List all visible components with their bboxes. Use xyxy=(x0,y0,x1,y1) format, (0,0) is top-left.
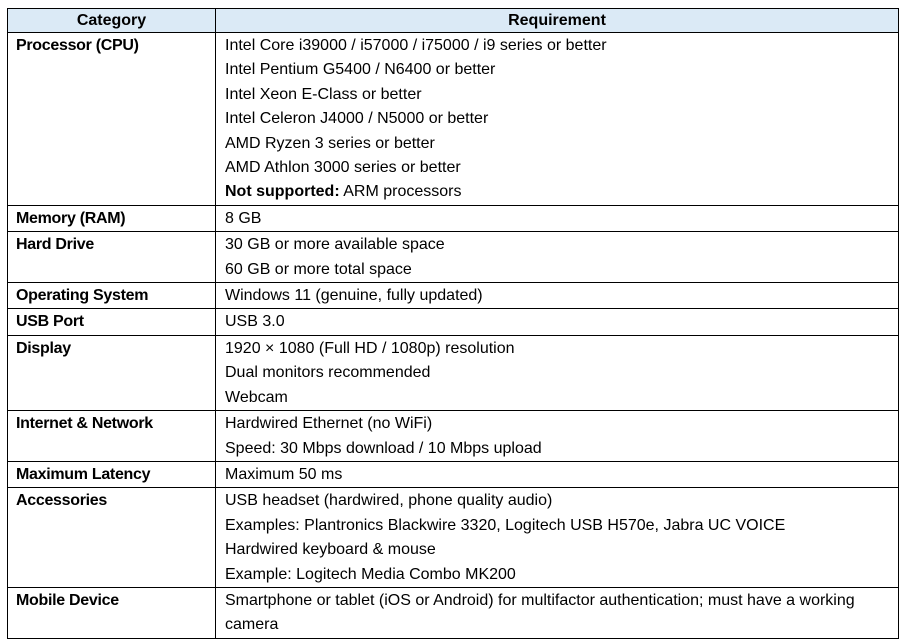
requirement-line: Maximum 50 ms xyxy=(225,465,343,483)
category-cell: Memory (RAM) xyxy=(8,205,216,231)
requirement-cell xyxy=(216,335,899,410)
category-cell: Accessories xyxy=(8,488,216,588)
requirement-line: Intel Pentium G5400 / N6400 or better xyxy=(225,61,496,79)
category-cell: Maximum Latency xyxy=(8,461,216,487)
requirement-line: Dual monitors recommended xyxy=(225,364,431,382)
requirement-line: Intel Celeron J4000 / N5000 or better xyxy=(225,110,489,128)
category-cell: Processor (CPU) xyxy=(8,33,216,206)
requirement-line: Example: Logitech Media Combo MK200 xyxy=(225,565,516,583)
category-cell: Mobile Device xyxy=(8,587,216,638)
requirement-cell xyxy=(216,283,899,309)
requirement-line: Intel Core i39000 / i57000 / i75000 / i9 series or better xyxy=(225,37,607,54)
requirement-line: Speed: 30 Mbps download / 10 Mbps upload xyxy=(225,439,542,457)
requirement-line: USB 3.0 xyxy=(225,313,285,331)
requirement-line: USB headset (hardwired, phone quality audio) xyxy=(225,492,553,510)
requirement-line: 1920 × 1080 (Full HD / 1080p) resolution xyxy=(225,339,515,357)
requirement-cell xyxy=(216,33,899,206)
not-supported-note xyxy=(225,180,898,204)
category-cell: Internet & Network xyxy=(8,411,216,462)
category-cell: Display xyxy=(8,335,216,410)
header-row xyxy=(8,9,899,33)
requirement-cell xyxy=(216,488,899,588)
table-row-display xyxy=(8,335,899,410)
requirement-line: Hardwired keyboard & mouse xyxy=(225,541,436,559)
requirements-table-container xyxy=(7,8,898,639)
requirement-cell xyxy=(216,587,899,638)
table-row-hard-drive xyxy=(8,232,899,283)
category-cell: Hard Drive xyxy=(8,232,216,283)
table-row-accessories xyxy=(8,488,899,588)
requirement-cell xyxy=(216,309,899,335)
table-row-usb-port xyxy=(8,309,899,335)
table-row-internet-network xyxy=(8,411,899,462)
requirement-cell xyxy=(216,232,899,283)
table-row-operating-system xyxy=(8,283,899,309)
requirement-cell xyxy=(216,411,899,462)
requirement-cell xyxy=(216,461,899,487)
requirement-line: AMD Athlon 3000 series or better xyxy=(225,159,461,177)
header-category: Category xyxy=(8,9,216,33)
requirement-line: Windows 11 (genuine, fully updated) xyxy=(225,287,483,305)
requirement-line: 60 GB or more total space xyxy=(225,260,412,278)
requirement-line: Webcam xyxy=(225,388,288,406)
requirements-table xyxy=(7,8,899,639)
not-supported-text: ARM processors xyxy=(339,183,462,201)
requirement-line: AMD Ryzen 3 series or better xyxy=(225,134,435,152)
header-requirement: Requirement xyxy=(216,9,899,33)
requirement-line: Examples: Plantronics Blackwire 3320, Logitech USB H570e, Jabra UC VOICE xyxy=(225,516,786,534)
table-row-maximum-latency xyxy=(8,461,899,487)
table-row-mobile-device xyxy=(8,587,899,638)
requirement-line: Hardwired Ethernet (no WiFi) xyxy=(225,415,433,433)
requirement-line: 8 GB xyxy=(225,209,262,227)
not-supported-label: Not supported: xyxy=(225,183,340,201)
requirement-line: Intel Xeon E-Class or better xyxy=(225,85,422,103)
requirement-line: Smartphone or tablet (iOS or Android) for multifactor authentication; must have a working camera xyxy=(225,591,855,634)
requirement-line: 30 GB or more available space xyxy=(225,236,445,254)
table-row-memory xyxy=(8,205,899,231)
category-cell: USB Port xyxy=(8,309,216,335)
category-cell: Operating System xyxy=(8,283,216,309)
table-row-processor xyxy=(8,33,899,206)
requirement-cell xyxy=(216,205,899,231)
